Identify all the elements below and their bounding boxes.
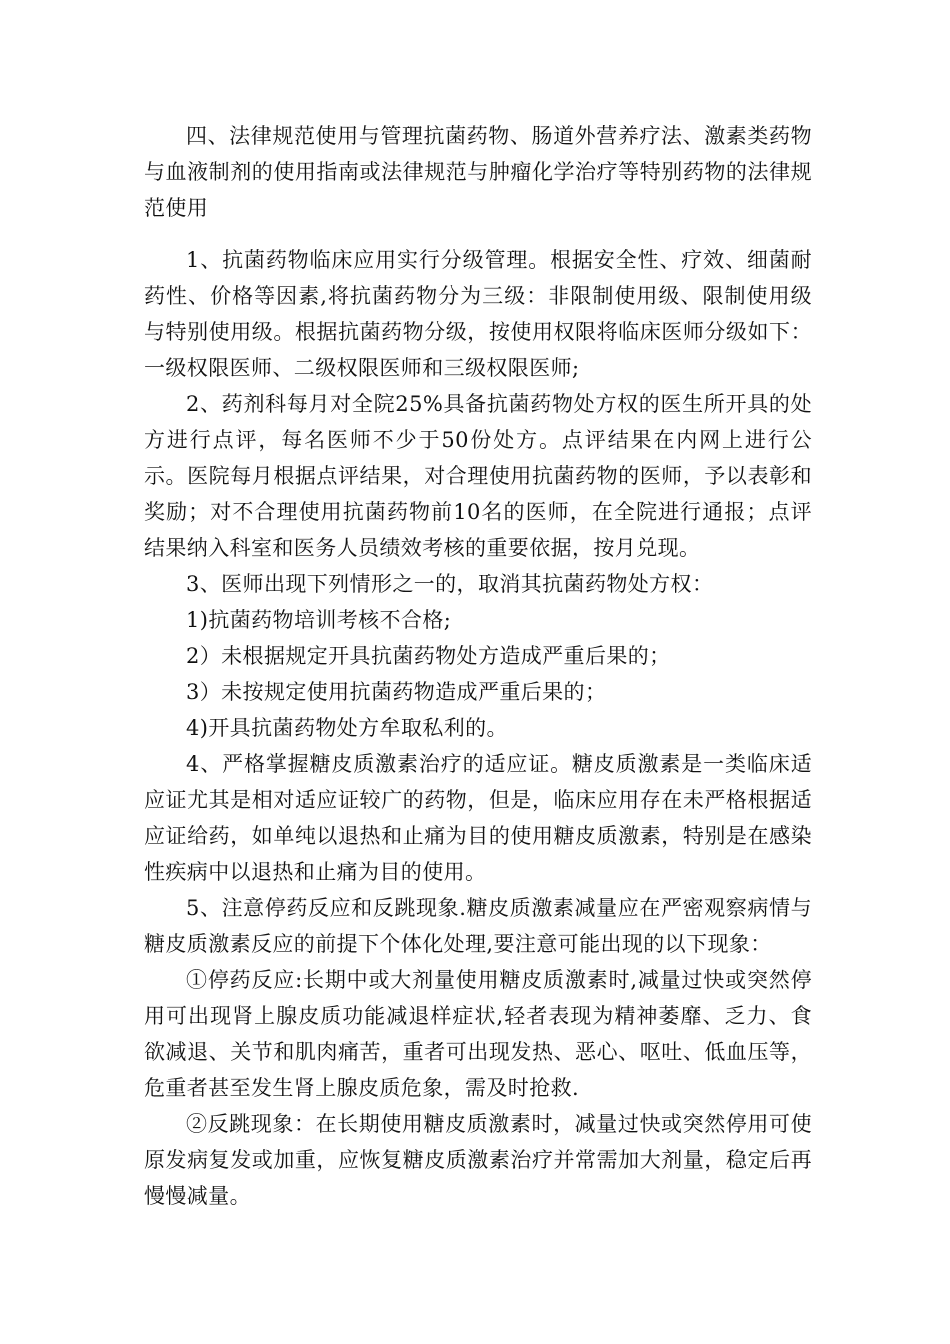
sub-item-1: ①停药反应:长期中或大剂量使用糖皮质激素时,减量过快或突然停用可出现肾上腺皮质功能减退样症状,轻者表现为精神萎靡、乏力、食欲减退、关节和肌肉痛苦，重者可出现发热、恶心、呕吐、低血压等，危重者甚至发生肾上腺皮质危象，需及时抢救. — [144, 968, 812, 1100]
paragraph-5: 5、注意停药反应和反跳现象.糖皮质激素减量应在严密观察病情与糖皮质激素反应的前提下个体化处理,要注意可能出现的以下现象： — [144, 896, 812, 956]
list-item-4: 4)开具抗菌药物处方牟取私利的。 — [186, 716, 508, 740]
list-item-2: 2）未根据规定开具抗菌药物处方造成严重后果的； — [186, 644, 671, 668]
paragraph-2: 2、药剂科每月对全院25%具备抗菌药物处方权的医生所开具的处方进行点评，每名医师不少于50份处方。点评结果在内网上进行公示。医院每月根据点评结果，对合理使用抗菌药物的医师，予以表彰和奖励；对不合理使用抗菌药物前10名的医师，在全院进行通报；点评结果纳入科室和医务人员绩效考核的重要依据，按月兑现。 — [144, 392, 812, 560]
section-heading — [144, 118, 812, 226]
document-body — [144, 242, 812, 1214]
heading-text: 四、法律规范使用与管理抗菌药物、肠道外营养疗法、激素类药物与血液制剂的使用指南或法律规范与肿瘤化学治疗等特别药物的法律规范使用 — [144, 124, 812, 220]
paragraph-4: 4、严格掌握糖皮质激素治疗的适应证。糖皮质激素是一类临床适应证尤其是相对适应证较广的药物，但是，临床应用存在未严格根据适应证给药，如单纯以退热和止痛为目的使用糖皮质激素，特别是在感染性疾病中以退热和止痛为目的使用。 — [144, 752, 812, 884]
sub-item-2: ②反跳现象：在长期使用糖皮质激素时，减量过快或突然停用可使原发病复发或加重，应恢复糖皮质激素治疗并常需加大剂量，稳定后再慢慢减量。 — [144, 1112, 812, 1208]
paragraph-3: 3、医师出现下列情形之一的，取消其抗菌药物处方权： — [186, 572, 714, 596]
list-item-3: 3）未按规定使用抗菌药物造成严重后果的； — [186, 680, 607, 704]
paragraph-1: 1、抗菌药物临床应用实行分级管理。根据安全性、疗效、细菌耐药性、价格等因素,将抗菌药物分为三级：非限制使用级、限制使用级与特别使用级。根据抗菌药物分级，按使用权限将临床医师分级如下：一级权限医师、二级权限医师和三级权限医师; — [144, 248, 812, 380]
list-item-1: 1)抗菌药物培训考核不合格; — [186, 608, 452, 632]
